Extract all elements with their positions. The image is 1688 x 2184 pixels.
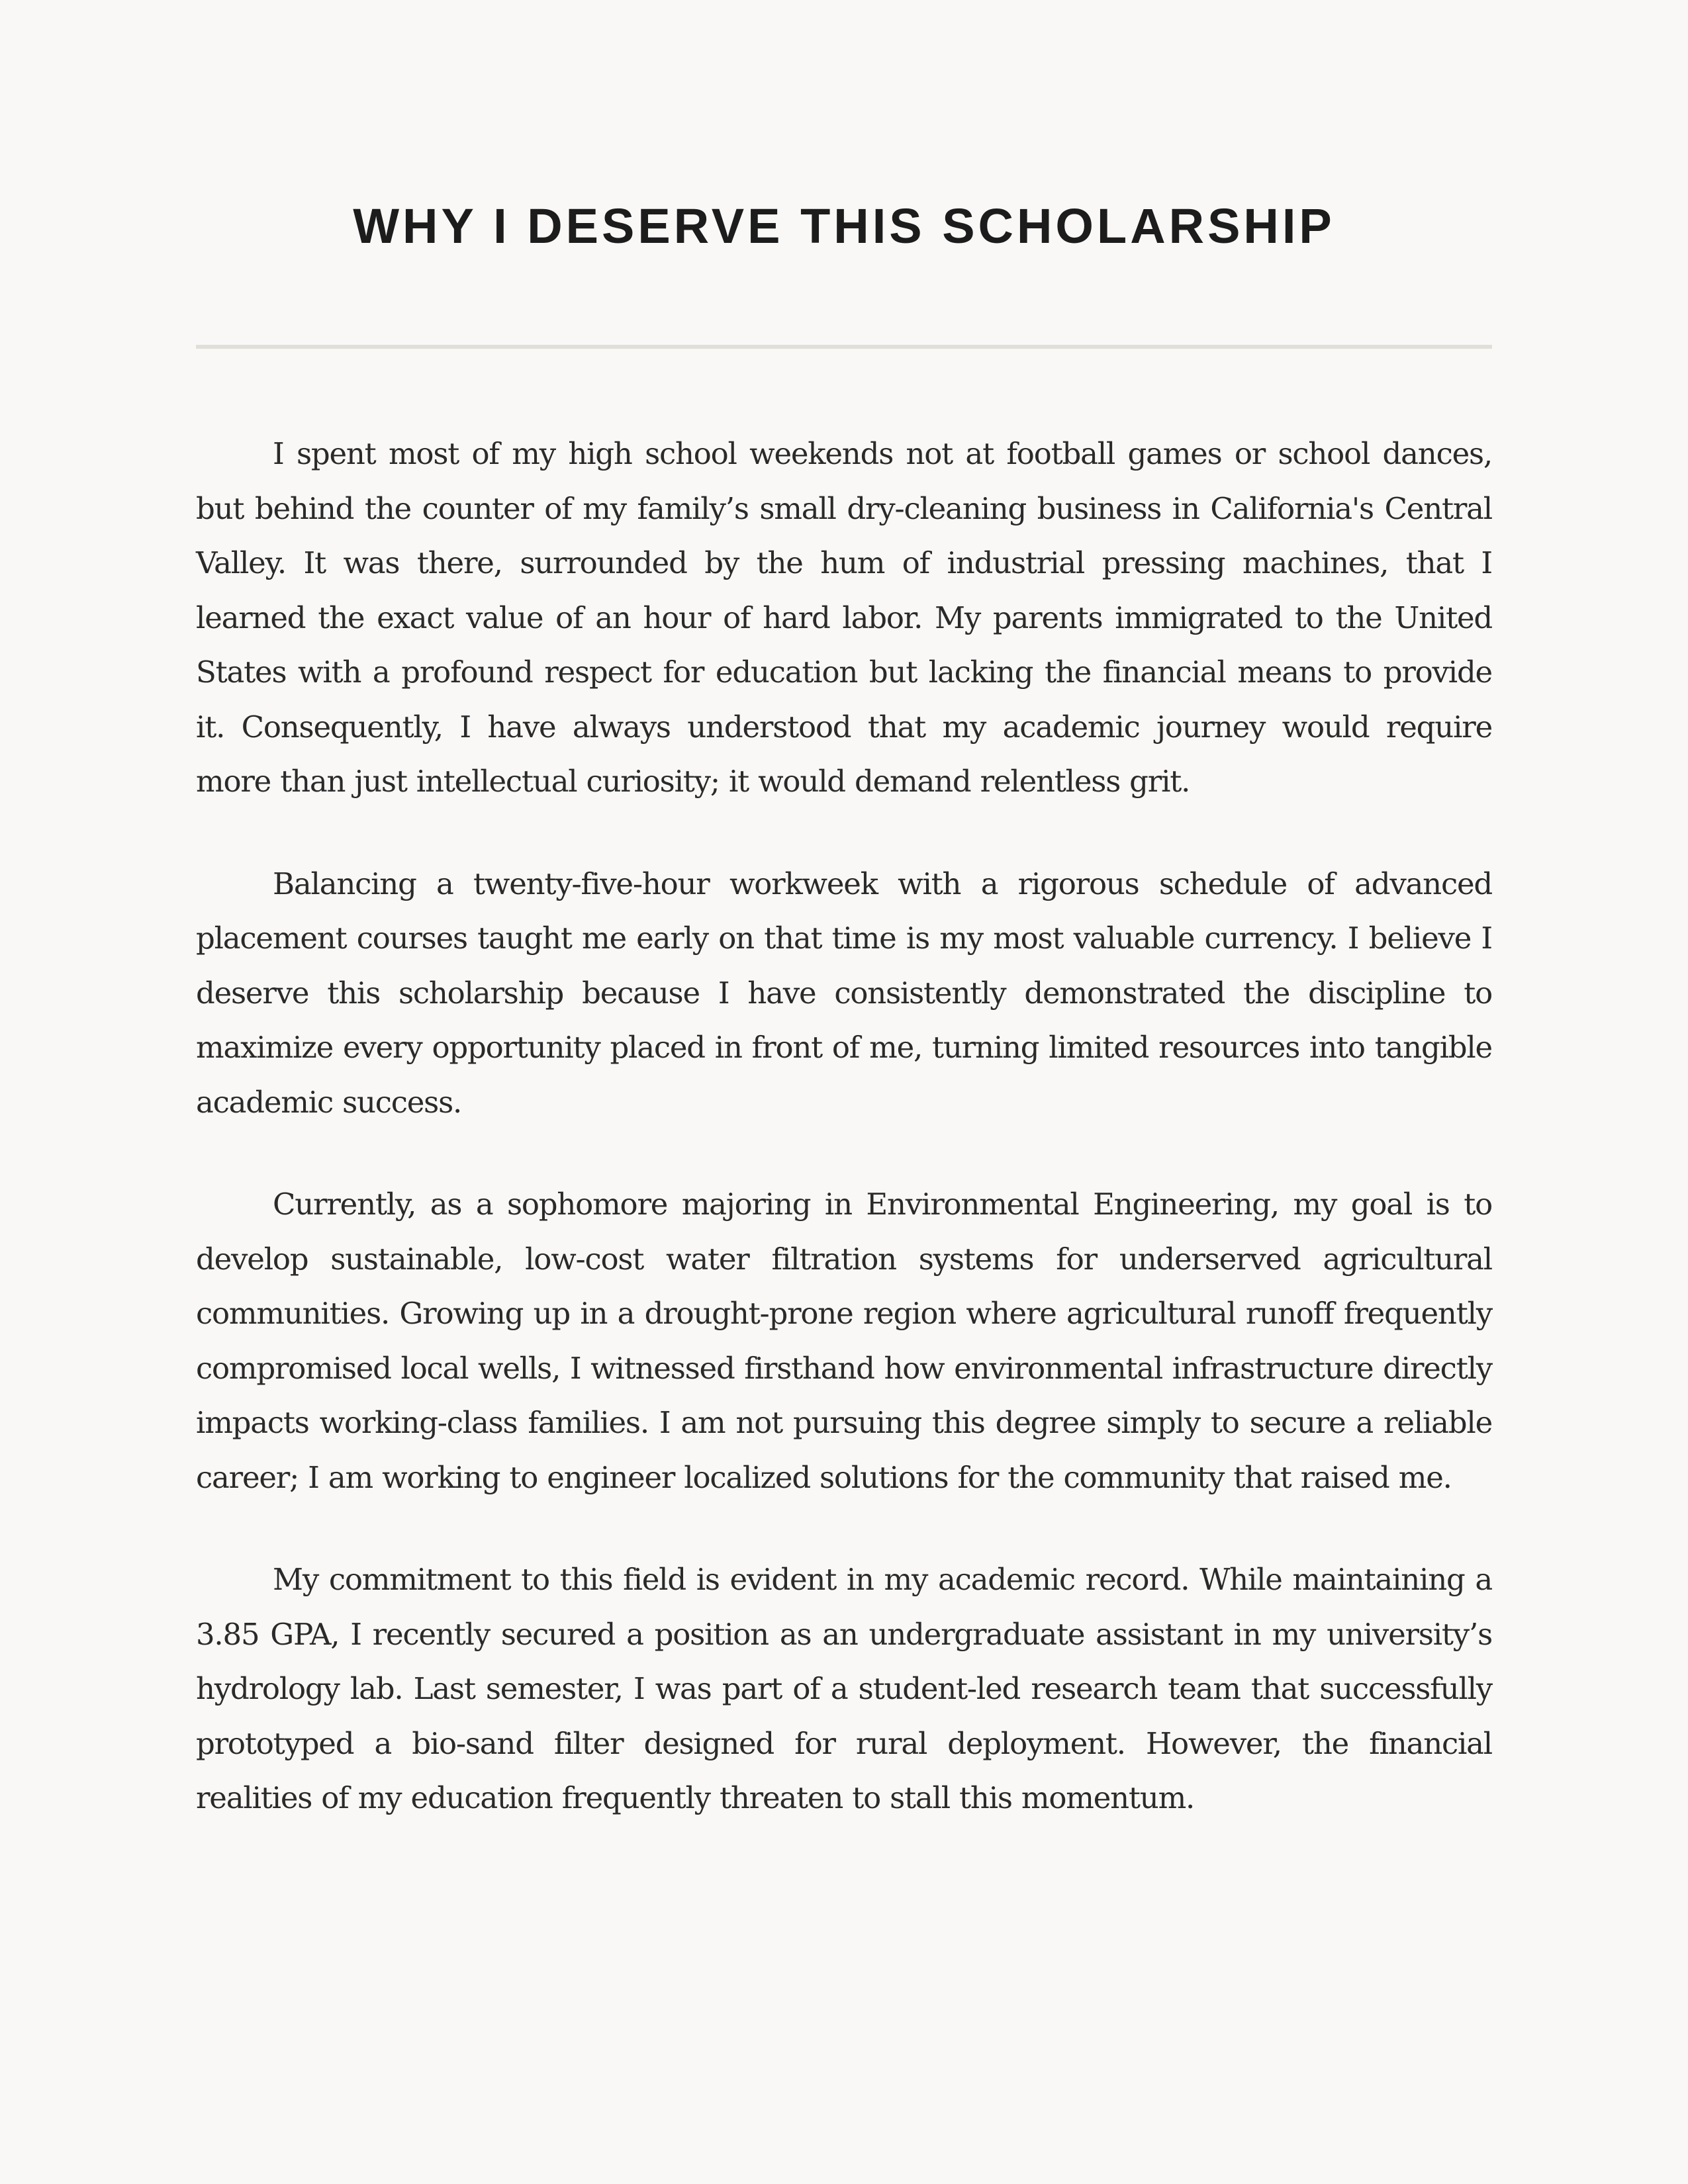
essay-paragraph-1: I spent most of my high school weekends not at football games or school dances, but behind the counter of my family’s small dry-cleaning business in California's Central Valley. It was there, surrounded by the hum of industrial pressing machines, that I learned the exact value of an hour of hard labor. My parents immigrated to the United States with a profound respect for education but lacking the financial means to provide it. Consequently, I have always understood that my academic journey would require more than just intellectual curiosity; it would demand relentless grit. bbox=[196, 436, 1492, 799]
essay-body bbox=[196, 427, 1492, 1874]
title-divider bbox=[196, 345, 1492, 349]
essay-paragraph-4: My commitment to this field is evident in my academic record. While maintaining a 3.85 GPA, I recently secured a position as an undergraduate assistant in my university’s hydrology lab. Last semester, I was part of a student-led research team that successfully prototyped a bio-sand filter designed for rural deployment. However, the financial realities of my education frequently threaten to stall this momentum. bbox=[196, 1562, 1492, 1815]
essay-paragraph-2: Balancing a twenty-five-hour workweek with a rigorous schedule of advanced placement courses taught me early on that time is my most valuable currency. I believe I deserve this scholarship because I have consistently demonstrated the discipline to maximize every opportunity placed in front of me, turning limited resources into tangible academic success. bbox=[196, 866, 1492, 1120]
essay-paragraph-3: Currently, as a sophomore majoring in Environmental Engineering, my goal is to develop sustainable, low-cost water filtration systems for underserved agricultural communities. Growing up in a drought-prone region where agricultural runoff frequently compromised local wells, I witnessed firsthand how environmental infrastructure directly impacts working-class families. I am not pursuing this degree simply to secure a reliable career; I am working to engineer localized solutions for the community that raised me. bbox=[196, 1187, 1492, 1495]
document-title: WHY I DESERVE THIS SCHOLARSHIP bbox=[353, 199, 1335, 253]
